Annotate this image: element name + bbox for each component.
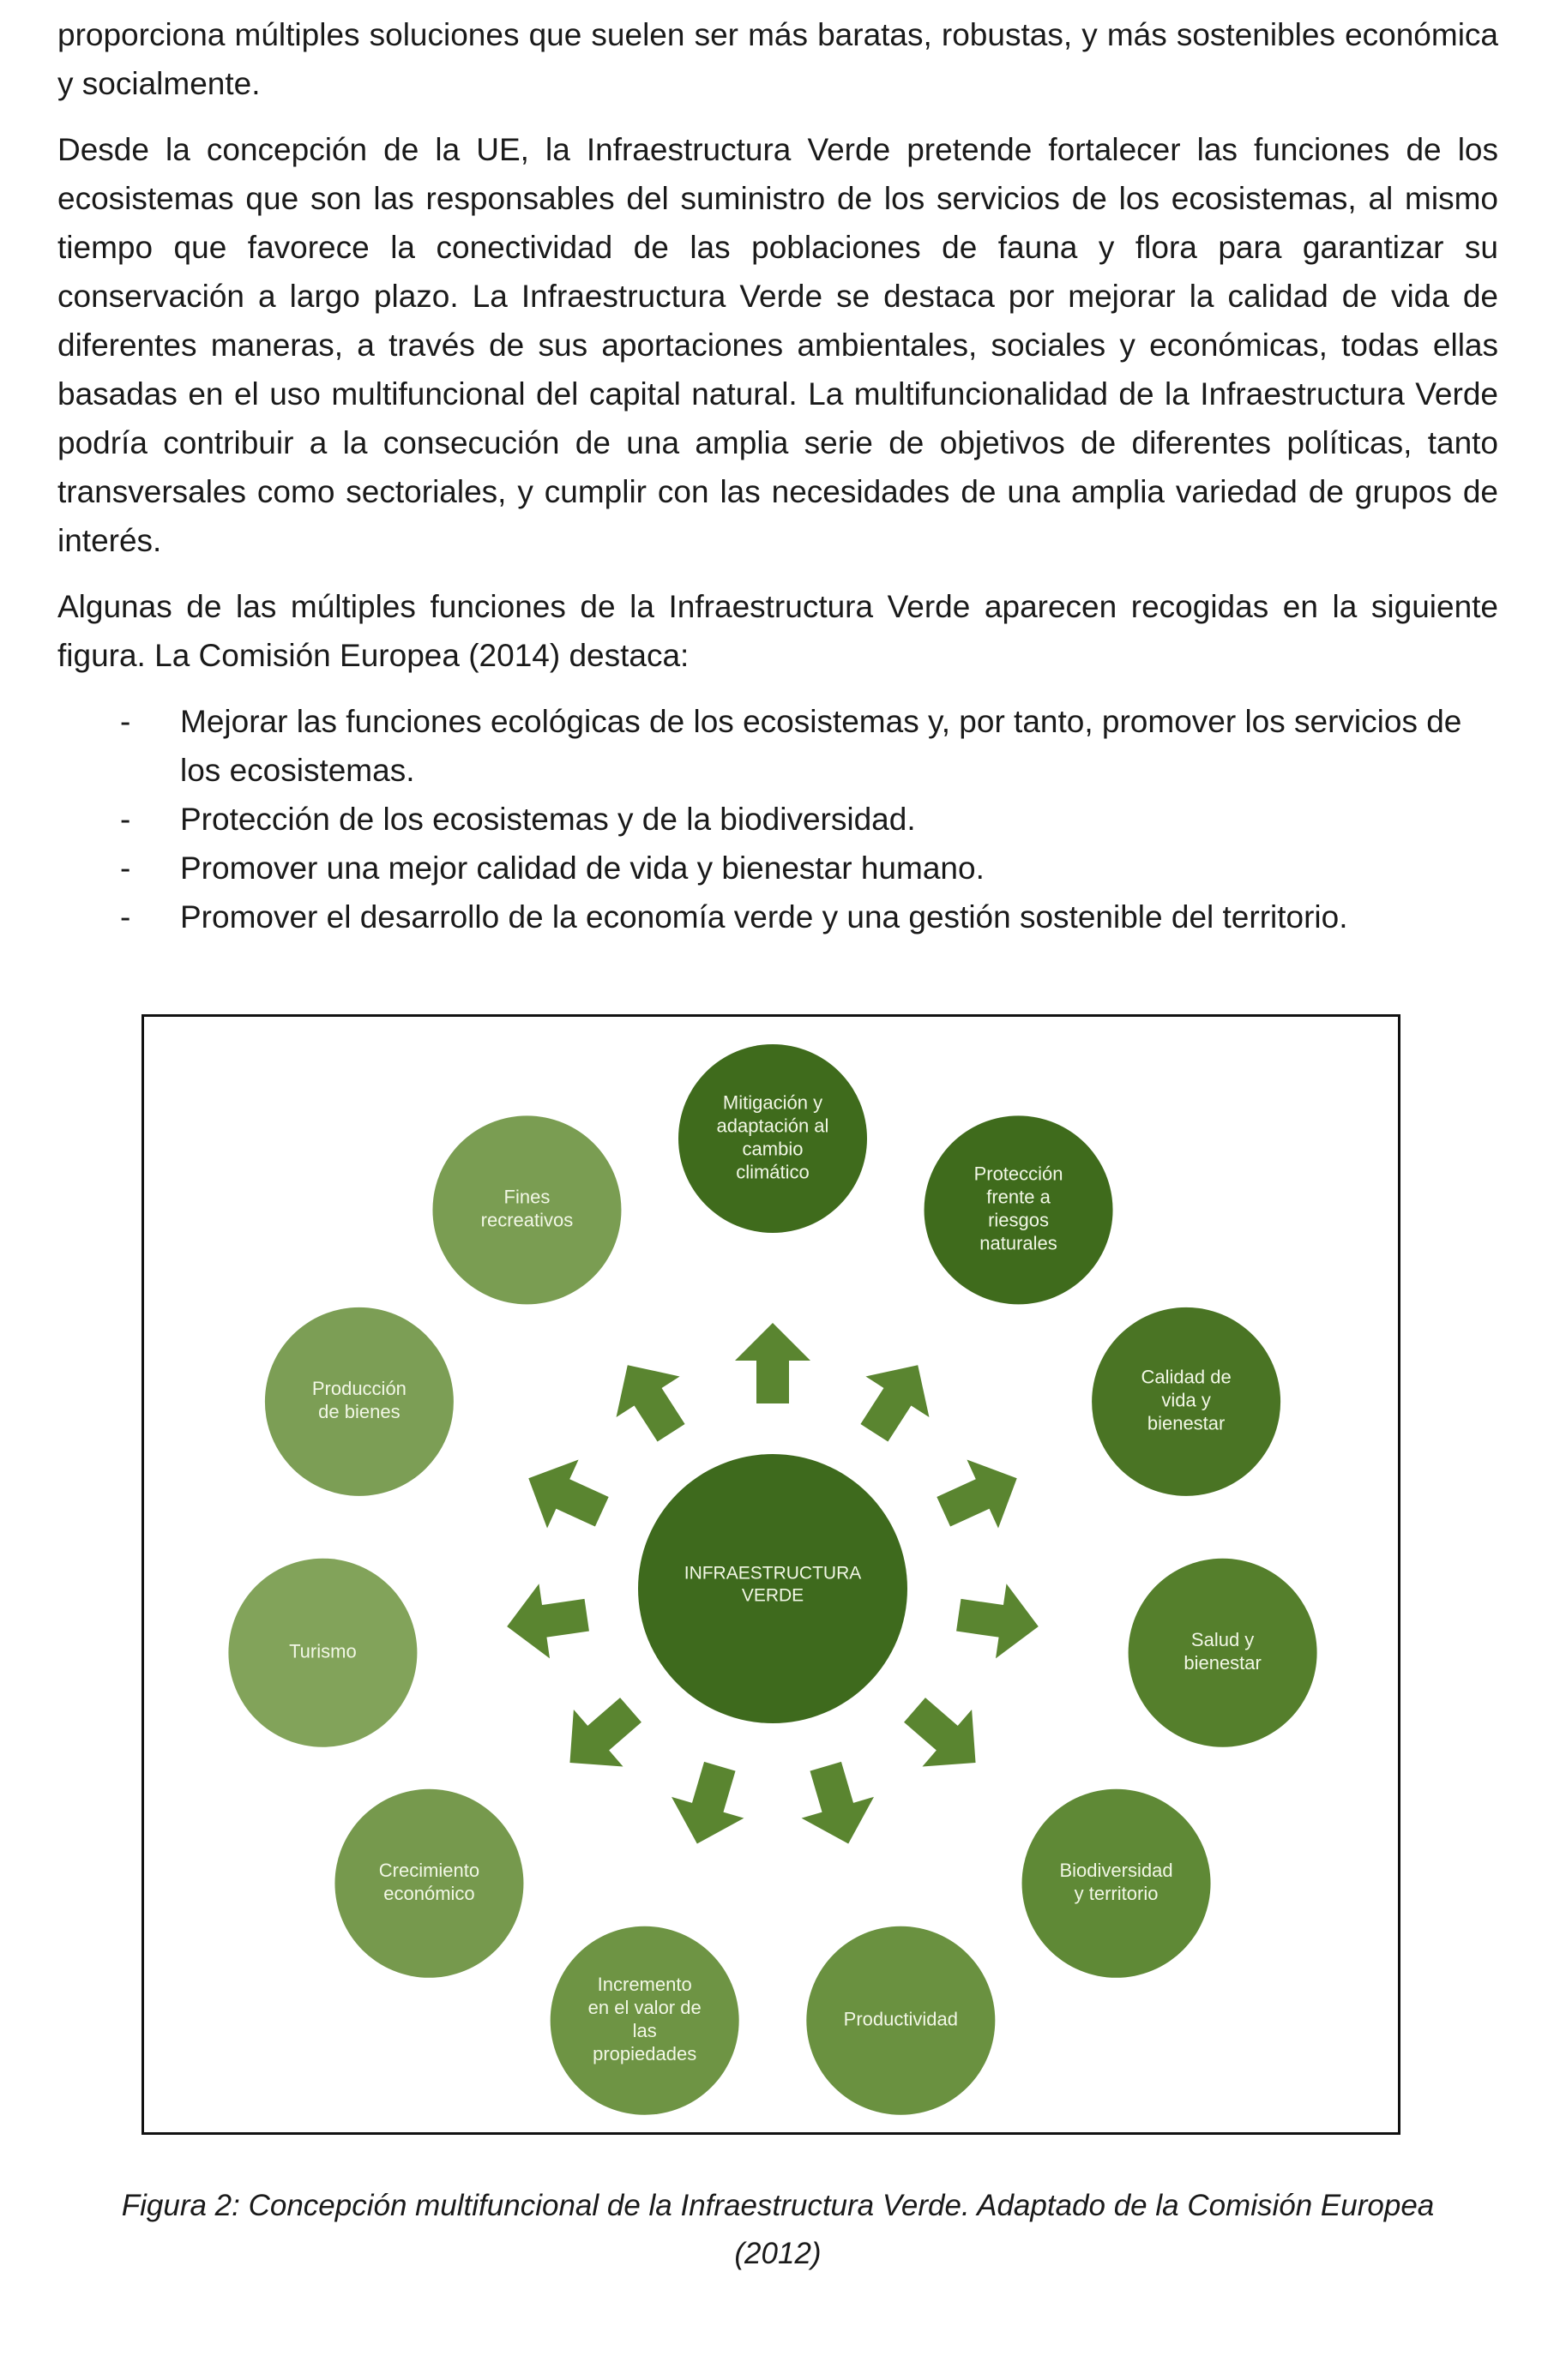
node-label: cambio (742, 1138, 804, 1160)
caption-line-2: (2012) (734, 2237, 822, 2270)
node-label: Turismo (289, 1640, 357, 1662)
function-node (228, 1559, 417, 1747)
list-item (57, 892, 1498, 941)
function-node (925, 1115, 1113, 1304)
function-node (806, 1926, 995, 2115)
list-item-text: Mejorar las funciones ecológicas de los ecosistemas y, por tanto, promover los servicios de los ecosistemas. (180, 704, 1462, 788)
bullet-marker: - (120, 704, 131, 739)
center-label: INFRAESTRUCTURA (684, 1563, 862, 1584)
node-label: Crecimiento (378, 1860, 480, 1882)
list-item (57, 697, 1498, 795)
node-label: bienestar (1147, 1412, 1226, 1434)
list-item (57, 844, 1498, 892)
node-label: de bienes (318, 1401, 401, 1423)
arrow (502, 1578, 593, 1663)
node-label: Mitigación y (722, 1091, 823, 1114)
arrow (928, 1444, 1033, 1546)
bullet-marker: - (120, 802, 131, 837)
arrow (954, 1578, 1045, 1663)
function-node (265, 1307, 454, 1496)
function-node (432, 1115, 621, 1304)
node-label: Calidad de (1141, 1366, 1232, 1388)
figure-frame (142, 1014, 1400, 2135)
arrow (545, 1681, 656, 1791)
list-item-text: Protección de los ecosistemas y de la biodiversidad. (180, 802, 916, 837)
node-label: las (632, 2020, 657, 2042)
paragraph-3: Algunas de las múltiples funciones de la Infraestructura Verde aparecen recogidas en la siguiente figura. La Comisión Europea (2014) destaca: (57, 589, 1498, 673)
node-label: propiedades (593, 2043, 697, 2065)
node-label: Incremento (597, 1974, 692, 1996)
arrow (513, 1444, 617, 1546)
list-item-text: Promover el desarrollo de la economía verde y una gestión sostenible del territorio. (180, 899, 1348, 935)
list-item (57, 795, 1498, 844)
node-label: Productividad (843, 2008, 958, 2030)
paragraph-2: Desde la concepción de la UE, la Infraestructura Verde pretende fortalecer las funciones de los ecosistemas que son las responsables del suministro de los servicios de los ecosistemas, al mismo tiempo que favorece la conectividad de las poblaciones de fauna y flora para garantizar su conservación a largo plazo. La Infraestructura Verde se destaca por mejorar la calidad de vida de diferentes maneras, a través de sus aportaciones ambientales, sociales y económicas, todas ellas basadas en el uso multifuncional del capital natural. La multifuncionalidad de la Infraestructura Verde podría contribuir a la consecución de una amplia serie de objetivos de diferentes políticas, tanto transversales como sectoriales, y cumplir con las necesidades de una amplia variedad de grupos de interés. (57, 132, 1498, 558)
arrow (890, 1681, 1001, 1791)
node-label: naturales (979, 1232, 1057, 1254)
node-label: Biodiversidad (1059, 1860, 1173, 1882)
node-label: Protección (973, 1163, 1063, 1185)
node-label: en el valor de (587, 1997, 702, 2019)
function-node (334, 1789, 523, 1978)
bullet-marker: - (120, 850, 131, 886)
node-label: climático (736, 1161, 810, 1183)
node-label: Salud y (1190, 1629, 1255, 1651)
node-label: económico (383, 1883, 475, 1905)
function-node (551, 1926, 739, 2115)
node-label: Producción (311, 1378, 407, 1400)
arrow (789, 1756, 884, 1854)
node-label: y territorio (1074, 1883, 1159, 1905)
node-label: bienestar (1184, 1652, 1262, 1674)
arrow (661, 1756, 756, 1854)
caption-line-1: Figura 2: Concepción multifuncional de la Infraestructura Verde. Adaptado de la Comisión Europea (121, 2189, 1435, 2222)
figure-caption (57, 2182, 1498, 2278)
arrow (735, 1323, 810, 1403)
arrow (842, 1344, 949, 1453)
arrow (596, 1344, 703, 1453)
bullet-list (57, 697, 1498, 941)
function-node (678, 1044, 867, 1233)
function-node (1129, 1559, 1317, 1747)
list-item-text: Promover una mejor calidad de vida y bienestar humano. (180, 850, 985, 886)
node-label: recreativos (480, 1209, 574, 1231)
node-label: Fines (503, 1186, 551, 1208)
center-node (638, 1454, 907, 1723)
infraestructura-verde-diagram (144, 1017, 1398, 2132)
bullet-marker: - (120, 899, 131, 935)
node-label: riesgos (988, 1209, 1050, 1231)
center-label: VERDE (741, 1585, 804, 1606)
document-page (57, 0, 1498, 941)
function-node (1092, 1307, 1280, 1496)
node-label: adaptación al (716, 1115, 829, 1137)
function-node (1022, 1789, 1211, 1978)
node-label: frente a (986, 1186, 1051, 1208)
node-label: vida y (1161, 1389, 1211, 1411)
paragraph-1: proporciona múltiples soluciones que suelen ser más baratas, robustas, y más sostenibles económica y socialmente. (57, 17, 1498, 101)
